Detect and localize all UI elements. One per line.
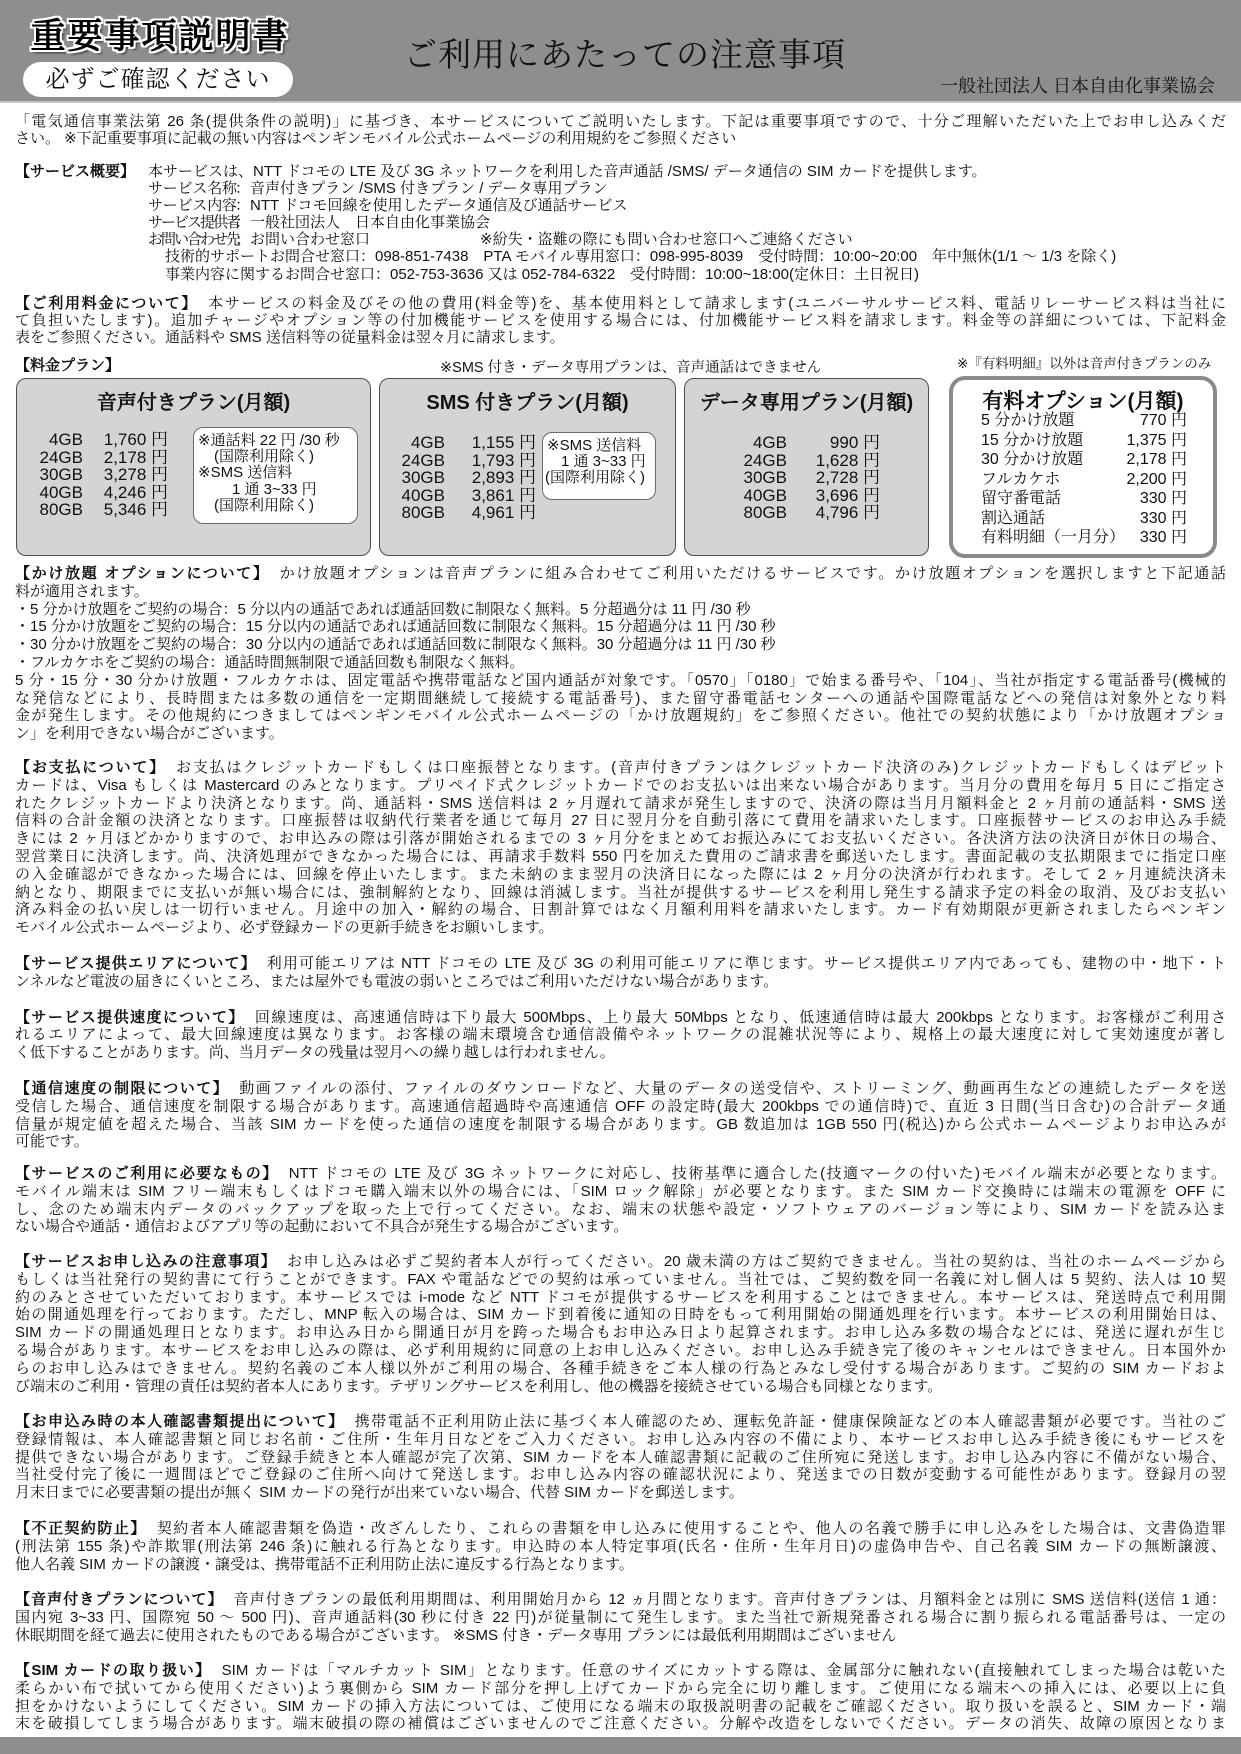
paragraph-line: 他人名義 SIM カードの譲渡・譲受は、携帯電話不正利用防止法に違反する行為となります。 <box>15 1555 634 1573</box>
option-row <box>981 470 1187 490</box>
paragraph-line: (刑法第 155 条)や詐欺罪(刑法第 246 条)に触れる行為となります。申込時の本人特定事項(氏名・住所・生年月日)の虚偽申告や、自己名義 SIM カードの無断譲渡、 <box>15 1537 1226 1555</box>
monthly-price: 4,246 円 <box>103 482 168 502</box>
plan-price-row <box>17 484 168 502</box>
paragraph-line: モバイル端末は SIM フリー端末もしくはドコモ購入端末以外の場合には、「SIM ロック解除」が必要となります。また SIM カード交換時には端末の電源を OFF に <box>15 1182 1226 1200</box>
data-capacity: 40GB <box>401 485 445 505</box>
identity-documents-section <box>15 1413 1226 1502</box>
paragraph-text: 契約者本人確認書類を偽造・改ざんしたり、これらの書類を申し込みに使用することや、他人の名義で勝手に申し込みをした場合は、文書偽造罪 <box>156 1520 1226 1537</box>
monthly-price: 4,796 円 <box>815 503 880 522</box>
section-heading: 【ご利用料金について】 <box>15 294 199 312</box>
plan-price-row <box>685 469 880 487</box>
paragraph-line: 信量が規定値を超えた場合、当該 SIM カードを使った通信の速度を制限する場合があります。GB 数追加は 1GB 550 円(税込)から公式ホームページよりお申込みが <box>15 1115 1226 1133</box>
voice-plan-card <box>16 378 371 556</box>
plan-note-box <box>542 432 656 500</box>
paragraph-text: お申し込みは必ずご契約者本人が行ってください。20 歳未満の方はご契約できません。当社の契約は、当社のホームページから <box>287 1253 1226 1270</box>
paragraph-line: 済み料金の払い戻しは一切行いません。月途中の加入・解約の場合、日割計算ではなく月額利用料を請求いたします。カード有効期限が更新されましたらペンギン <box>15 901 1226 919</box>
data-capacity: 24GB <box>401 450 445 470</box>
option-row <box>981 450 1187 470</box>
overview-row <box>15 197 1226 214</box>
plan-note-box <box>193 427 358 524</box>
option-price: 2,178 円 <box>1126 451 1187 468</box>
page-title: ご利用にあたっての注意事項 <box>404 36 846 73</box>
paragraph-line: 提供できない場合があります。ご登録手続きと本人確認が完了次第、SIM カードを本人確認書類に記載のご住所宛に発送します。お申し込み内容に不備がない場合、 <box>15 1448 1226 1466</box>
monthly-price: 3,696 円 <box>815 485 880 505</box>
confirm-badge: 必ずご確認ください <box>23 62 293 97</box>
application-notes-section <box>15 1253 1226 1395</box>
plan-price-row <box>380 452 536 470</box>
footer-band <box>0 1737 1241 1754</box>
plan-price-list <box>685 434 880 522</box>
paragraph-line: もしくは当社発行の契約書にて行うことができます。FAX や電話などでの契約は承っていません。当社では、ご契約数を同一名義に対し個人は 5 契約、法人は 10 契 <box>15 1270 1226 1288</box>
plan-price-row <box>17 431 168 449</box>
plan-title: SMS 付きプラン(月額) <box>426 392 629 414</box>
separator: ： <box>235 231 251 249</box>
monthly-price: 3,861 円 <box>471 485 536 505</box>
paragraph-line: れたクレジットカードより決済となります。尚、通話料・SMS 送信料は 2 ヶ月遅れて請求が発生しますので、決済の際は当月月額料金と 2 ヶ月前の通話料・SMS 送 <box>15 794 1226 812</box>
plan-price-row <box>380 487 536 505</box>
paragraph-line: る場合があります。本サービスをお申し込みの際は、必ず利用規約に同意の上お申し込みください。お申し込み手続き完了後のキャンセルはできません。日本国外か <box>15 1341 1226 1359</box>
option-name: 5 分かけ放題 <box>981 412 1075 429</box>
bullet-line: ・15 分かけ放題をご契約の場合：15 分以内の通話であれば通話回数に制限なく無料。15 分超過分は 11 円 /30 秒 <box>15 618 776 636</box>
paragraph-line: れるエリアによって、最大回線速度は異なります。お客様の端末環境含む通信設備やネットワークの混雑状況等により、規格上の最大速度に対して実効速度が著し <box>15 1026 1226 1044</box>
paragraph-text: 本サービスの料金及びその他の費用(料金等)を、基本使用料として請求します(ユニバーサルサービス料、電話リレーサービス料は当社に <box>208 294 1226 312</box>
paragraph-line <box>15 1080 1226 1098</box>
option-name: 15 分かけ放題 <box>981 431 1084 449</box>
paragraph-line: 月末日までに必要書類の提出が無く SIM カードの発行が出来ていない場合、代替 SIM カードを郵送します。 <box>15 1484 744 1502</box>
paragraph-line: カードは、Visa もしくは Mastercard のみとなります。プリペイド式クレジットカードでのお支払いは出来ない場合があります。当月分の費用を毎月 5 日にご指定さ <box>15 776 1226 794</box>
plan-price-row <box>17 466 168 484</box>
section-heading: 【お支払について】 <box>15 759 167 776</box>
plan-price-list <box>380 434 536 522</box>
payment-section <box>15 759 1226 937</box>
data-capacity: 30GB <box>743 468 787 487</box>
plan-title: データ専用プラン(月額) <box>699 392 914 414</box>
option-row <box>981 489 1187 509</box>
paragraph-line <box>15 955 1226 973</box>
paragraph-line <box>15 565 1226 583</box>
paragraph-line: し、念のため端末内データのバックアップを取った上で行ってください。なお、端末の状態や設定・ソフトウェアのバージョン等により、SIM カードを読み込ま <box>15 1200 1226 1218</box>
overview-note: ※紛失・盗難の際にも問い合わせ窓口へご連絡ください <box>480 231 853 249</box>
paragraph-line: 始の開通処理を行っております。ただし、MNP 転入の場合は、SIM カード到着後に通知の日時をもって利用開始の開通処理を行います。本サービスの利用開始日は、 <box>15 1306 1226 1324</box>
data-capacity: 24GB <box>39 447 83 467</box>
overview-lead: 本サービスは、NTT ドコモの LTE 及び 3G ネットワークを利用した音声通話 /SMS/ データ通信の SIM カードを提供します。 <box>148 162 987 180</box>
paragraph-line: て負担いたします)。追加チャージやオプション等の付加機能サービスを使用する場合には、付加機能サービス料を請求します。料金等の詳細については、下記料金 <box>15 311 1226 329</box>
section-heading: 【音声付きプランについて】 <box>15 1591 224 1608</box>
option-price: 330 円 <box>1139 490 1187 507</box>
plan-price-row <box>17 501 168 519</box>
service-area-section <box>15 955 1226 991</box>
data-capacity: 80GB <box>743 503 787 522</box>
paragraph-line: 国内宛 3~33 円、国際宛 50 ～ 500 円)、音声通話料(30 秒に付き 22 円)が従量制にて発生します。また当社で新規発番される場合に割り振られる電話番号は、一定の <box>15 1608 1226 1626</box>
plan-note-line: (国際利用除く) <box>214 448 314 466</box>
option-row <box>981 431 1187 451</box>
call-option-section <box>15 565 1226 743</box>
plan-price-row <box>17 449 168 467</box>
data-capacity: 40GB <box>743 485 787 505</box>
overview-label: サービス内容 <box>148 196 235 214</box>
paragraph-line: の入金確認ができなかった場合には、回線を停止いたします。また未納のまま翌月の決済日になった際には 2 ヶ月分の決済が行われます。そして 2 ヶ月連続決済未 <box>15 865 1226 883</box>
paragraph-line: 担をかけないようにしてください。SIM カードの挿入方法については、ご使用になる端末の取扱説明書の記載をご確認ください。取り扱いを誤ると、SIM カード・端 <box>15 1697 1226 1715</box>
option-name: 割込通話 <box>981 509 1046 527</box>
paragraph-line: 5 分・15 分・30 分かけ放題・フルカケホは、固定電話や携帯電話など国内通話が対象です。「0570」「0180」で始まる番号や、「104」、当社が指定する電話番号(機械的 <box>15 671 1226 689</box>
paragraph-line: 翌営業日に決済します。尚、決済処理ができなかった場合には、再請求手数料 550 円を加えた費用のご請求書を郵送いたします。書面記載の支払期限までに指定口座 <box>15 847 1226 865</box>
monthly-price: 2,728 円 <box>815 468 880 487</box>
overview-value: 音声付きプラン /SMS 付きプラン / データ専用プラン <box>250 179 608 197</box>
plan-note-line: 1 通 3~33 円 <box>561 453 646 471</box>
plan-price-row <box>685 434 880 452</box>
separator: ： <box>235 214 251 232</box>
monthly-price: 2,893 円 <box>471 468 536 487</box>
option-row <box>981 509 1187 529</box>
paragraph-text: お支払はクレジットカードもしくは口座振替となります。(音声付きプランはクレジットカード決済のみ)クレジットカードもしくはデビット <box>176 759 1226 776</box>
paragraph-line: び端末のご利用・管理の責任は契約者本人にあります。テザリングサービスを利用し、他の機器を接続させている場合も同様となります。 <box>15 1377 943 1395</box>
paragraph-line: 約のみとさせていただいております。本サービスでは i-mode など NTT ドコモが提供するサービスを利用することはできません。本サービスは、発送時点で利用開 <box>15 1288 1226 1306</box>
paragraph-line <box>15 1591 1226 1609</box>
monthly-price: 3,278 円 <box>103 465 168 484</box>
data-capacity: 4GB <box>752 433 787 452</box>
paragraph-line: 可能です。 <box>15 1133 89 1151</box>
bullet-line: ・5 分かけ放題をご契約の場合：5 分以内の通話であれば通話回数に制限なく無料。5 分超過分は 11 円 /30 秒 <box>15 600 751 618</box>
speed-limit-section <box>15 1080 1226 1151</box>
voice-plan-section <box>15 1591 1226 1644</box>
paragraph-text: SIM カードは「マルチカット SIM」となります。任意のサイズにカットする際は、金属部分に触れない(直接触れてしまった場合は乾いた <box>221 1662 1226 1679</box>
plan-price-row <box>380 504 536 522</box>
pricing-note-right: ※『有料明細』以外は音声付きプランのみ <box>957 356 1212 371</box>
option-name: 30 分かけ放題 <box>981 451 1084 468</box>
monthly-price: 1,760 円 <box>103 430 168 449</box>
sim-handling-section <box>15 1662 1226 1733</box>
data-capacity: 4GB <box>410 433 445 452</box>
organization-name: 一般社団法人 日本自由化事業協会 <box>940 76 1215 96</box>
header-band <box>0 0 1241 103</box>
paragraph-line: きには 2 ヶ月ほどかかりますので、お申込みの際は引落が開始されるまでの 3 ヶ月分をまとめてお振込みにてお支払いください。各決済方法の決済日が休日の場合、 <box>15 830 1226 848</box>
overview-lead-line <box>15 163 1226 180</box>
option-name: フルカケホ <box>981 470 1061 488</box>
paragraph-line <box>15 295 1226 312</box>
paragraph-line: SIM カードの開通処理日となります。お申込み日から開通日が月を跨った場合もお申込み日より起算されます。お申し込み多数の場合などには、発送に遅れが生じ <box>15 1324 1226 1342</box>
data-capacity: 80GB <box>401 503 445 522</box>
paragraph-text: 利用可能エリアは NTT ドコモの LTE 及び 3G の利用可能エリアに準じます。サービス提供エリア内であっても、建物の中・地下・ト <box>266 955 1226 972</box>
paragraph-line <box>15 1662 1226 1680</box>
option-price: 770 円 <box>1139 412 1187 429</box>
section-heading: 【かけ放題 オプションについて】 <box>15 565 270 582</box>
data-capacity: 30GB <box>401 468 445 487</box>
paragraph-line: ンネルなど電波の届きにくいところ、または屋外でも電波の弱いところではご利用いただけない場合があります。 <box>15 972 779 990</box>
option-price: 330 円 <box>1139 529 1187 546</box>
data-capacity: 30GB <box>39 465 83 484</box>
section-heading: 【お申込み時の本人確認書類提出について】 <box>15 1413 345 1430</box>
paragraph-line: 信料の合計金額の決済となります。口座振替は収納代行業者を通じて毎月 27 日に翌月分を自動引落にて費用を請求いたします。口座振替サービスのお申込み手続 <box>15 812 1226 830</box>
monthly-price: 1,793 円 <box>471 450 536 470</box>
plan-title: 音声付きプラン(月額) <box>96 392 291 414</box>
paragraph-line: 金が発生します。その他規約につきましてはペンギンモバイル公式ホームページの「かけ放題規約」をご参照ください。他社での契約状態により「かけ放題オプショ <box>15 707 1226 725</box>
overview-row <box>15 180 1226 197</box>
option-name: 有料明細（一月分） <box>981 529 1126 546</box>
paragraph-line: く低下することがあります。尚、当月データの残量は翌月への繰り越しは行われません。 <box>15 1044 615 1062</box>
monthly-price: 4,961 円 <box>471 503 536 522</box>
paragraph-line <box>15 1009 1226 1027</box>
overview-value: 一般社団法人 日本自由化事業協会 <box>250 214 491 232</box>
separator: ： <box>235 179 251 197</box>
option-row <box>981 528 1187 548</box>
section-heading: 【通信速度の制限について】 <box>15 1080 230 1097</box>
paragraph-line: 「電気通信事業法第 26 条(提供条件の説明)」に基づき、本サービスについてご説明いたします。下記は重要事項ですので、十分ご理解いただいた上でお申し込みくだ <box>15 112 1226 130</box>
paragraph-text: 回線速度は、高速通信時は下り最大 500Mbps、上り最大 50Mbps となり、低速通信時は最大 200kbps となります。お客様がご利用さ <box>254 1008 1226 1026</box>
data-capacity: 80GB <box>39 500 83 519</box>
paragraph-line: 料が適用されます。 <box>15 582 149 600</box>
data-plan-card <box>684 378 929 556</box>
paragraph-line <box>15 1520 1226 1538</box>
bullet-line: ・フルカケホをご契約の場合：通話時間無制限で通話回数も制限なく無料。 <box>15 653 525 671</box>
section-heading: 【サービス概要】 <box>15 162 136 180</box>
paragraph-line: らのお申し込みはできません。契約名義のご本人様以外がご利用の場合、各種手続きをご本人様の行為とみなし受付する場合があります。ご契約の SIM カードおよ <box>15 1359 1226 1377</box>
plan-price-row <box>380 469 536 487</box>
paid-options-card <box>949 376 1217 558</box>
section-heading: 【不正契約防止】 <box>15 1520 147 1537</box>
fraud-prevention-section <box>15 1520 1226 1573</box>
plan-note-line: 1 通 3~33 円 <box>232 480 317 498</box>
overview-label: サービス提供者 <box>148 214 240 232</box>
plan-note-line: ※SMS 送信料 <box>547 437 642 454</box>
plan-note-line: (国際利用除く) <box>545 469 645 487</box>
paragraph-line: 休眠期間を経て過去に使用されたものである場合がございます。 ※SMS 付き・データ専用 プランには最低利用期間はございません <box>15 1626 897 1644</box>
plan-note-line: ※通話料 22 円 /30 秒 <box>198 432 340 449</box>
sms-plan-card <box>379 378 676 556</box>
plan-price-row <box>685 452 880 470</box>
document-title: 重要事項説明書 <box>30 17 290 56</box>
section-heading: 【サービス提供速度について】 <box>15 1008 245 1026</box>
paragraph-line: 柔らかい布で拭いてから使用ください)よう裏側から SIM カード部分を押し上げてカードから完全に切り離します。ご使用になる端末への挿入には、必要以上に負 <box>15 1679 1226 1697</box>
overview-value: お問い合わせ窓口 <box>250 231 371 249</box>
monthly-price: 990 円 <box>829 433 880 452</box>
option-price: 330 円 <box>1139 509 1187 527</box>
monthly-price: 1,155 円 <box>471 433 536 452</box>
paragraph-line <box>15 1413 1226 1431</box>
section-heading: 【サービス提供エリアについて】 <box>15 955 257 972</box>
paragraph-line: さい。 ※下記重要事項に記載の無い内容はペンギンモバイル公式ホームページの利用規約をご参照ください <box>15 129 737 147</box>
paragraph-line: 当社受付完了後に一週間ほどでご登録のご住所へ向けて発送します。お申し込み内容の確認状況により、発送までの日数が変動する可能性があります。登録月の翌 <box>15 1466 1226 1484</box>
overview-label: お問い合わせ先 <box>148 231 240 249</box>
paragraph-line: 末を破損してしまう場合があります。端末破損の際の補償はございませんのでご注意ください。分解や改造をしないでください。データの消失、故障の原因となりま <box>15 1715 1226 1733</box>
monthly-price: 5,346 円 <box>103 500 168 519</box>
contact-line: 事業内容に関するお問合せ窓口：052-753-3636 又は 052-784-6322 受付時間：10:00~18:00(定休日：土日祝日) <box>165 265 919 283</box>
section-heading: 【SIM カードの取り扱い】 <box>15 1662 212 1679</box>
plan-price-row <box>380 434 536 452</box>
data-capacity: 24GB <box>743 450 787 470</box>
option-row <box>981 411 1187 431</box>
plan-price-list <box>17 431 168 519</box>
pricing-heading: 【料金プラン】 <box>15 357 121 374</box>
paragraph-text: 動画ファイルの添付、ファイルのダウンロードなど、大量のデータの送受信や、ストリーミング、動画再生などの連続したデータを送 <box>239 1080 1226 1097</box>
intro-paragraph <box>15 113 1226 147</box>
data-capacity: 4GB <box>48 430 83 449</box>
option-price: 2,200 円 <box>1126 470 1187 488</box>
paragraph-line <box>15 759 1226 777</box>
contact-line: 技術的サポートお問合せ窓口：098-851-7438 PTA モバイル専用窓口：098-995-8039 受付時間：10:00~20:00 年中無休(1/1 ～ 1/3 を除く) <box>165 248 1117 266</box>
overview-row <box>15 214 1226 231</box>
overview-label: サービス名称 <box>148 179 235 197</box>
fees-section <box>15 295 1226 346</box>
service-speed-section <box>15 1009 1226 1062</box>
requirements-section <box>15 1165 1226 1236</box>
section-heading: 【サービスのご利用に必要なもの】 <box>15 1165 279 1182</box>
bullet-line: ・30 分かけ放題をご契約の場合：30 分以内の通話であれば通話回数に制限なく無料。30 分超過分は 11 円 /30 秒 <box>15 636 776 654</box>
option-price: 1,375 円 <box>1126 431 1187 449</box>
service-overview-section <box>15 163 1226 283</box>
paragraph-line: モバイル公式ホームページより、必ず登録カードの更新手続きをお願いします。 <box>15 919 554 937</box>
monthly-price: 1,628 円 <box>815 450 880 470</box>
plan-price-row <box>685 487 880 505</box>
plan-note-line: (国際利用除く) <box>214 496 314 514</box>
data-capacity: 40GB <box>39 482 83 502</box>
plan-note-line: ※SMS 送信料 <box>198 464 293 482</box>
paragraph-line <box>15 1253 1226 1271</box>
paragraph-text: NTT ドコモの LTE 及び 3G ネットワークに対応し、技術基準に適合した(技適マークの付いた)モバイル端末が必要となります。 <box>288 1165 1226 1182</box>
paragraph-line <box>15 1165 1226 1183</box>
overview-value: NTT ドコモ回線を使用したデータ通信及び通話サービス <box>250 196 628 214</box>
options-title: 有料オプション(月額) <box>982 390 1184 413</box>
paragraph-line: 登録情報は、本人確認書類と同じお名前・ご住所・生年月日などをご入力ください。お申し込み内容の不備により、本サービスお申し込み手続き後にもサービスを <box>15 1430 1226 1448</box>
paragraph-text: 音声付きプランの最低利用期間は、利用開始月から 12 ヵ月間となります。音声付きプランは、月額料金とは別に SMS 送信料(送信 1 通： <box>233 1591 1226 1608</box>
paragraph-text: 携帯電話不正利用防止法に基づく本人確認のため、運転免許証・健康保険証などの本人確認書類が必要です。当社のご <box>354 1413 1226 1430</box>
separator: ： <box>235 196 251 214</box>
paragraph-line: な発信などにより、長時間または多数の通信を一定期間継続して接続する電話番号)、また留守番電話センターへの通話や国際電話などへの発信は対象外となり料 <box>15 689 1226 707</box>
monthly-price: 2,178 円 <box>103 447 168 467</box>
option-name: 留守番電話 <box>981 490 1062 507</box>
paragraph-line: ン」を利用できない場合がございます。 <box>15 725 284 743</box>
paragraph-line: ない場合や通話・通信およびアプリ等の起動において不具合が発生する場合がございます。 <box>15 1218 629 1236</box>
overview-row <box>15 231 1226 248</box>
options-list <box>981 411 1187 548</box>
paragraph-line: 納となり、期限までに支払いが無い場合には、強制解約となり、回線は消滅します。当社が提供するサービスを利用し発生する請求予定の料金の取消、及びお支払い <box>15 883 1226 901</box>
pricing-note-center: ※SMS 付き・データ専用プランは、音声通話はできません <box>440 360 822 376</box>
paragraph-text: かけ放題オプションは音声プランに組み合わせてご利用いただけるサービスです。かけ放題オプションを選択しますと下記通話 <box>279 565 1226 582</box>
section-heading: 【サービスお申し込みの注意事項】 <box>15 1253 278 1270</box>
paragraph-line: 表をご参照ください。通話料や SMS 送信料等の従量料金は翌々月に請求します。 <box>15 328 565 346</box>
paragraph-line: 受信した場合、通信速度を制限する場合があります。高速通信超過時や高速通信 OFF の設定時(最大 200kbps での通信時)で、直近 3 日間(当日含む)の合計データ通 <box>15 1097 1226 1115</box>
plan-price-row <box>685 504 880 522</box>
